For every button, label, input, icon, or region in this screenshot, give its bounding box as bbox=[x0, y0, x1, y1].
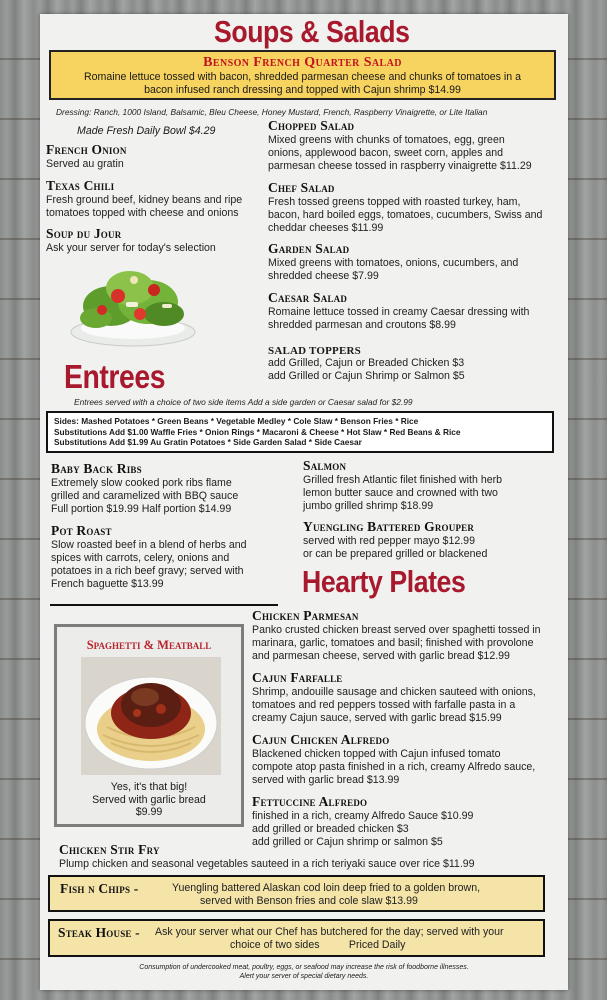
menu-item-line: served with red pepper mayo $12.99 bbox=[303, 535, 475, 547]
menu-item-name: Baby Back Ribs bbox=[51, 461, 142, 476]
salad-item-chef bbox=[268, 180, 558, 235]
hearty-item-chicken-parmesan bbox=[252, 608, 557, 663]
section-divider bbox=[50, 604, 278, 606]
featured-salad-box bbox=[49, 50, 556, 100]
menu-item-line: parmesan cheese tossed in raspberry vinaigrette $11.29 bbox=[268, 160, 532, 172]
spaghetti-photo bbox=[81, 657, 221, 775]
entree-item-pot-roast bbox=[51, 523, 291, 591]
sides-box bbox=[46, 411, 554, 453]
menu-item-line: French baguette $13.99 bbox=[51, 578, 164, 590]
spaghetti-caption bbox=[57, 781, 241, 819]
fish-line: Yuengling battered Alaskan cod loin deep fried to a golden brown, bbox=[172, 882, 481, 894]
menu-item-line: Fresh tossed greens topped with roasted turkey, ham, bbox=[268, 196, 521, 208]
menu-item-line: tomatoes and red peppers tossed with farfalle pasta in a bbox=[252, 699, 516, 711]
menu-item-name: Cajun Chicken Alfredo bbox=[252, 732, 390, 747]
menu-item-line: jumbo grilled shrimp $18.99 bbox=[303, 500, 434, 512]
fish-n-chips-box bbox=[48, 875, 545, 912]
entrees-heading: Entrees bbox=[64, 358, 166, 395]
menu-item-line: add grilled or Cajun shrimp or salmon $5 bbox=[252, 836, 443, 848]
spaghetti-feature-name: Spaghetti & Meatball bbox=[86, 638, 212, 652]
sides-line: Sides: Mashed Potatoes * Green Beans * Vegetable Medley * Cole Slaw * Benson Fries * Rice bbox=[54, 416, 419, 426]
menu-item-line: lemon butter sauce and crowned with two bbox=[303, 487, 498, 499]
menu-item-line: Grilled fresh Atlantic filet finished with herb bbox=[303, 474, 503, 486]
caption-line: Served with garlic bread bbox=[92, 793, 206, 806]
sides-line: Substitutions Add $1.00 Waffle Fries * Onion Rings * Macaroni & Cheese * Hot Slaw * Red Beans & Rice bbox=[54, 426, 461, 437]
soups-salads-heading: Soups & Salads bbox=[214, 14, 410, 49]
menu-item-line: Mixed greens with chunks of tomatoes, egg, green bbox=[268, 134, 505, 146]
menu-item-line: compote atop pasta finished in a rich, creamy Alfredo sauce, bbox=[252, 761, 536, 773]
featured-desc-line: bacon infused ranch dressing and topped with Cajun shrimp $14.99 bbox=[144, 84, 461, 96]
menu-item-line: onions, applewood bacon, sweet corn, apples and bbox=[268, 147, 503, 159]
menu-item-name: Texas Chili bbox=[46, 178, 115, 193]
salad-item-garden bbox=[268, 241, 558, 283]
hearty-item-chicken-stir-fry bbox=[59, 842, 554, 871]
entrees-note: Entrees served with a choice of two side items Add a side garden or Caesar salad for $2.99 bbox=[74, 397, 413, 407]
fish-line: served with Benson fries and cole slaw $13.99 bbox=[200, 895, 418, 907]
menu-item-line: tomatoes topped with cheese and onions bbox=[46, 207, 239, 219]
menu-item-line: grilled and caramelized with BBQ sauce bbox=[51, 490, 239, 502]
menu-item-line: spices with carrots, celery, onions and bbox=[51, 552, 230, 564]
footer-line: Consumption of undercooked meat, poultry, eggs, or seafood may increase the risk of foodborne illnesses. bbox=[139, 964, 469, 971]
toppers-title: SALAD TOPPERS bbox=[268, 345, 361, 357]
menu-item-name: Chef Salad bbox=[268, 180, 335, 195]
menu-item-name: Cajun Farfalle bbox=[252, 670, 343, 685]
fish-n-chips-name: Fish n Chips - bbox=[60, 881, 139, 896]
salad-item-chopped bbox=[268, 118, 558, 173]
entree-item-baby-back-ribs bbox=[51, 461, 291, 516]
hearty-plates-heading: Hearty Plates bbox=[302, 564, 466, 599]
steak-house-box bbox=[48, 919, 545, 957]
menu-item-name: Pot Roast bbox=[51, 523, 112, 538]
caption-line: Yes, it's that big! bbox=[110, 781, 188, 793]
menu-item-line: Romaine lettuce tossed in creamy Caesar dressing with bbox=[268, 306, 530, 318]
footer-line: Alert your server of special dietary needs. bbox=[239, 973, 369, 980]
featured-desc-line: Romaine lettuce tossed with bacon, shredded parmesan cheese and chunks of tomatoes in a bbox=[84, 71, 521, 83]
menu-item-name: Yuengling Battered Grouper bbox=[303, 519, 475, 534]
menu-item-name: Soup du Jour bbox=[46, 226, 122, 241]
featured-salad-desc bbox=[65, 71, 540, 97]
menu-item-line: Full portion $19.99 Half portion $14.99 bbox=[51, 503, 232, 515]
menu-item-name: Chicken Stir Fry bbox=[59, 842, 160, 857]
menu-item-line: and parmesan cheese, served with garlic bread $12.99 bbox=[252, 650, 510, 662]
menu-item-line: Ask your server for today's selection bbox=[46, 242, 216, 254]
menu-item-line: or can be prepared grilled or blackened bbox=[303, 548, 488, 560]
menu-item-line: Slow roasted beef in a blend of herbs and bbox=[51, 539, 247, 551]
menu-item-line: Served au gratin bbox=[46, 158, 124, 170]
menu-item-line: Mixed greens with tomatoes, onions, cucumbers, and bbox=[268, 257, 519, 269]
entree-item-salmon bbox=[303, 458, 558, 513]
menu-item-line: served with garlic bread $13.99 bbox=[252, 774, 400, 786]
salad-item-caesar bbox=[268, 290, 558, 332]
menu-item-line: bacon, hard boiled eggs, tomatoes, cucumbers, Swiss and bbox=[268, 209, 543, 221]
menu-item-line: add Grilled or Cajun Shrimp or Salmon $5 bbox=[268, 370, 465, 382]
hearty-item-cajun-chicken-alfredo bbox=[252, 732, 557, 787]
menu-item-line: Panko crusted chicken breast served over spaghetti tossed in bbox=[252, 624, 541, 636]
menu-item-line: marinara, garlic, tomatoes and basil; finished with provolone bbox=[252, 637, 534, 649]
salad-toppers bbox=[268, 345, 558, 383]
menu-item-line: Extremely slow cooked pork ribs flame bbox=[51, 477, 232, 489]
menu-item-name: Garden Salad bbox=[268, 241, 350, 256]
menu-item-line: finished in a rich, creamy Alfredo Sauce $10.99 bbox=[252, 810, 474, 822]
menu-item-line: cheddar cheeses $11.99 bbox=[268, 222, 384, 234]
soup-item-soup-du-jour bbox=[46, 226, 261, 255]
soup-note: Made Fresh Daily Bowl $4.29 bbox=[77, 125, 216, 137]
menu-item-name: Caesar Salad bbox=[268, 290, 348, 305]
hearty-item-fettuccine-alfredo bbox=[252, 794, 557, 849]
sides-line: Substitutions Add $1.99 Au Gratin Potatoes * Side Garden Salad * Side Caesar bbox=[54, 437, 362, 448]
featured-salad-name: Benson French Quarter Salad bbox=[203, 55, 402, 70]
soup-item-texas-chili bbox=[46, 178, 261, 220]
steak-line: choice of two sides Priced Daily bbox=[230, 939, 406, 951]
menu-item-line: Shrimp, andouille sausage and chicken sauteed with onions, bbox=[252, 686, 536, 698]
menu-item-line: Fresh ground beef, kidney beans and ripe bbox=[46, 194, 243, 206]
menu-item-line: shredded cheese $7.99 bbox=[268, 270, 379, 282]
dressing-note: Dressing: Ranch, 1000 Island, Balsamic, Bleu Cheese, Honey Mustard, French, Raspberry Vinaigrette, or Lite Italian bbox=[56, 107, 488, 117]
menu-item-name: Salmon bbox=[303, 458, 347, 473]
footer-disclaimer bbox=[40, 963, 568, 981]
steak-line: Ask your server what our Chef has butchered for the day; served with your bbox=[155, 926, 504, 938]
menu-item-line: add grilled or breaded chicken $3 bbox=[252, 823, 409, 835]
menu-item-line: Plump chicken and seasonal vegetables sauteed in a rich teriyaki sauce over rice $11.99 bbox=[59, 858, 475, 870]
menu-item-line: creamy Cajun sauce, served with garlic bread $15.99 bbox=[252, 712, 502, 724]
menu-item-line: potatoes in a rich beef gravy; served with bbox=[51, 565, 244, 577]
entree-item-grouper bbox=[303, 519, 558, 561]
caption-price: $9.99 bbox=[135, 806, 163, 818]
hearty-item-cajun-farfalle bbox=[252, 670, 557, 725]
menu-item-name: Fettuccine Alfredo bbox=[252, 794, 368, 809]
menu-item-line: shredded parmesan and croutons $8.99 bbox=[268, 319, 456, 331]
salad-photo bbox=[66, 258, 200, 350]
menu-item-name: Chopped Salad bbox=[268, 118, 355, 133]
menu-item-line: add Grilled, Cajun or Breaded Chicken $3 bbox=[268, 357, 465, 369]
menu-item-name: French Onion bbox=[46, 142, 127, 157]
menu-item-name: Chicken Parmesan bbox=[252, 608, 359, 623]
steak-house-name: Steak House - bbox=[58, 925, 140, 940]
menu-item-line: Blackened chicken topped with Cajun infused tomato bbox=[252, 748, 501, 760]
soup-item-french-onion bbox=[46, 142, 261, 171]
spaghetti-feature-box bbox=[54, 624, 244, 827]
